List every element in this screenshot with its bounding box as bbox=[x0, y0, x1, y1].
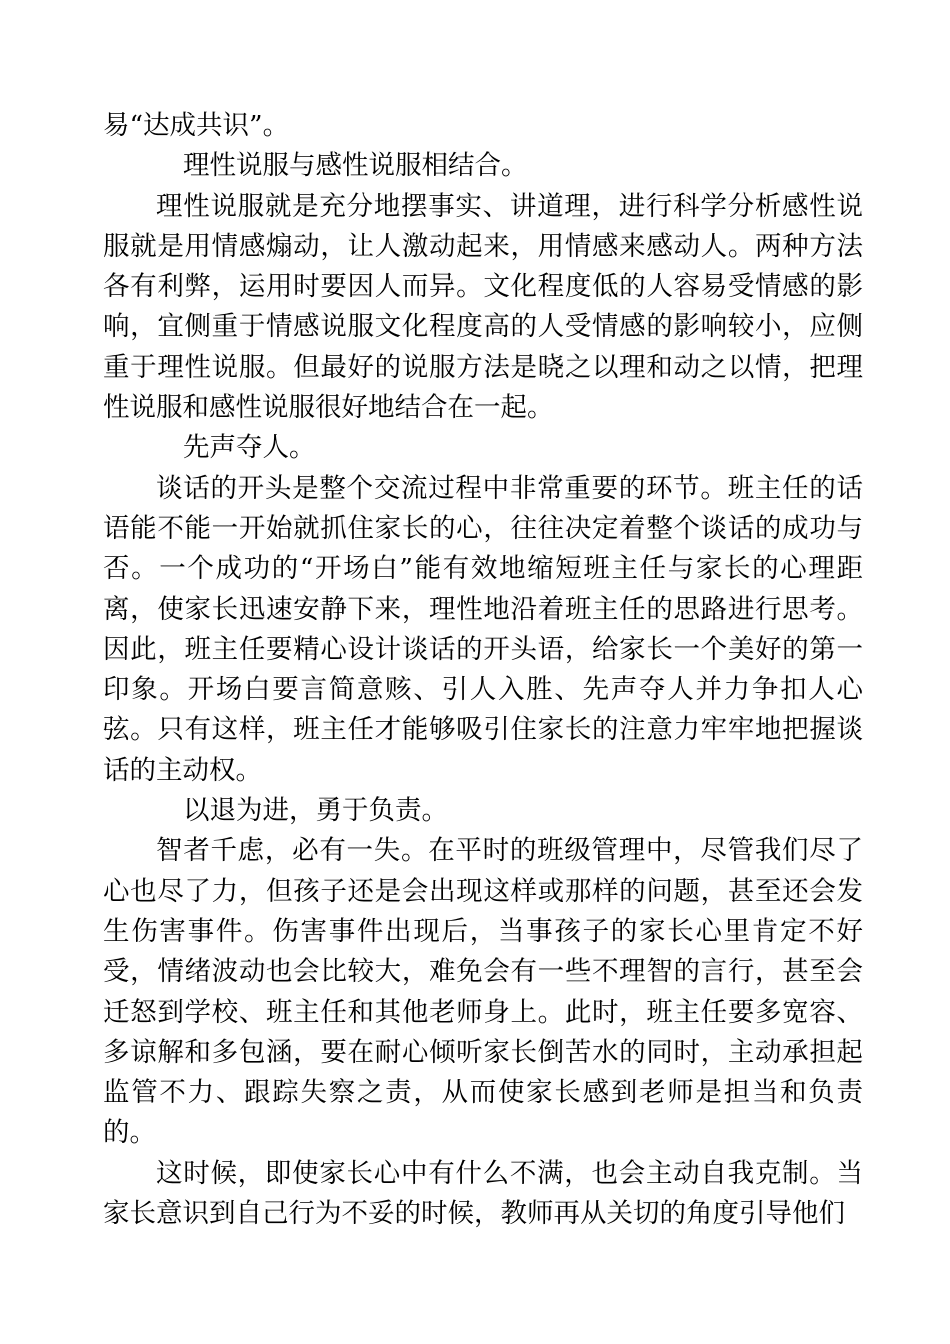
paragraph-continuation: 易“达成共识”。 bbox=[103, 110, 290, 141]
paragraph-self-restraint: 这时候，即使家长心中有什么不满，也会主动自我克制。当家长意识到自己行为不妥的时候，教师再从关切的角度引导他们 bbox=[103, 1157, 863, 1230]
heading-opening-first: 先声夺人。 bbox=[183, 432, 316, 464]
paragraph-taking-responsibility: 智者千虑，必有一失。在平时的班级管理中，尽管我们尽了心也尽了力，但孩子还是会出现这样或那样的问题，甚至还会发生伤害事件。伤害事件出现后，当事孩子的家长心里肯定不好受，情绪波动也会比较大，难免会有一些不理智的言行，甚至会迁怒到学校、班主任和其他老师身上。此时，班主任要多宽容、多谅解和多包涵，要在耐心倾听家长倒苦水的同时，主动承担起监管不力、跟踪失察之责，从而使家长感到老师是担当和负责的。 bbox=[103, 835, 863, 1149]
paragraph-opening-remarks: 谈话的开头是整个交流过程中非常重要的环节。班主任的话语能不能一开始就抓住家长的心，往往决定着整个谈话的成功与否。一个成功的“开场白”能有效地缩短班主任与家长的心理距离，使家长迅速安静下来，理性地沿着班主任的思路进行思考。因此，班主任要精心设计谈话的开头语，给家长一个美好的第一印象。开场白要言简意赅、引人入胜、先声夺人并力争扣人心弦。只有这样，班主任才能够吸引住家长的注意力牢牢地把握谈话的主动权。 bbox=[103, 472, 863, 786]
heading-retreat-to-advance: 以退为进，勇于负责。 bbox=[183, 795, 448, 827]
document-body bbox=[103, 106, 863, 1234]
heading-rational-emotional-persuasion: 理性说服与感性说服相结合。 bbox=[183, 150, 528, 182]
paragraph-persuasion-methods: 理性说服就是充分地摆事实、讲道理，进行科学分析感性说服就是用情感煽动，让人激动起来，用情感来感动人。两种方法各有利弊，运用时要因人而异。文化程度低的人容易受情感的影响，宜侧重于情感说服文化程度高的人受情感的影响较小，应侧重于理性说服。但最好的说服方法是晓之以理和动之以情，把理性说服和感性说服很好地结合在一起。 bbox=[103, 190, 863, 424]
